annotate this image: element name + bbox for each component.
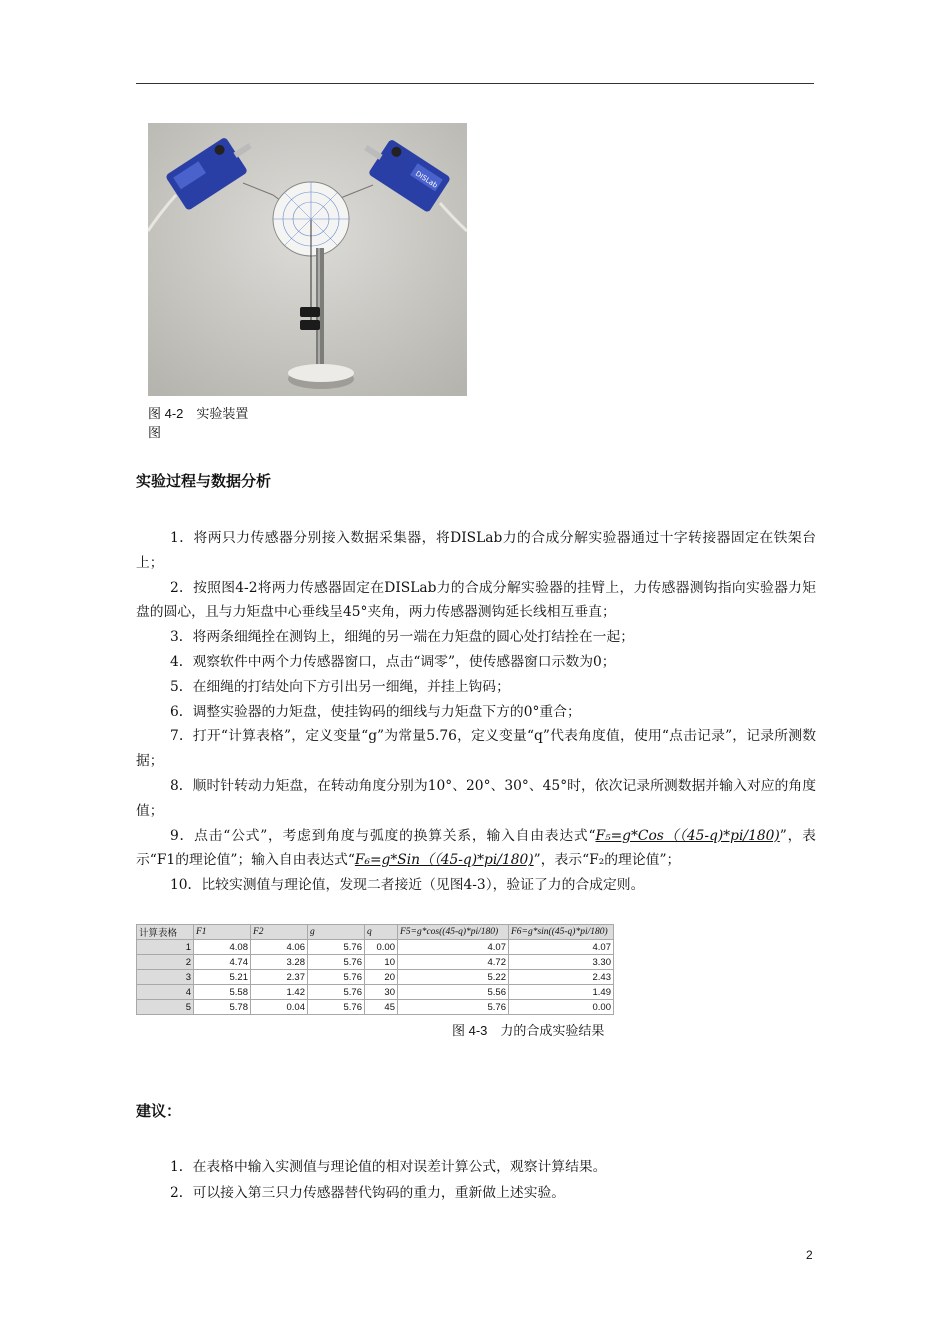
table-header-cell: F1 — [194, 925, 251, 940]
table-header-cell: g — [308, 925, 365, 940]
table-cell: 5.76 — [308, 940, 365, 955]
table-cell: 4 — [137, 985, 194, 1000]
figure-4-2-caption-line2: 图 — [148, 425, 162, 440]
formula-f6: F₆=g*Sin（（45-q)*pi/180) — [354, 852, 534, 869]
table-cell: 5.76 — [308, 985, 365, 1000]
table-row — [137, 940, 614, 955]
step-paragraph: 5．在细绳的打结处向下方引出另一细绳，并挂上钩码； — [170, 678, 510, 695]
table-cell: 4.74 — [194, 955, 251, 970]
table-cell: 4.72 — [398, 955, 509, 970]
table-row — [137, 985, 614, 1000]
step-paragraph: 10．比较实测值与理论值，发现二者接近（见图4-3），验证了力的合成定则。 — [170, 877, 645, 894]
table-cell: 5.21 — [194, 970, 251, 985]
table-cell: 1.49 — [509, 985, 614, 1000]
table-header-cell: q — [365, 925, 398, 940]
section-heading-suggestions: 建议： — [136, 1102, 182, 1120]
experiment-apparatus-photo — [148, 123, 467, 396]
table-cell: 5.22 — [398, 970, 509, 985]
formula-f5: F₅=g*Cos（（45-q)*pi/180) — [595, 827, 780, 844]
results-table — [136, 924, 614, 1015]
suggestion-item: 1．在表格中输入实测值与理论值的相对误差计算公式，观察计算结果。 — [170, 1159, 607, 1175]
table-row — [137, 955, 614, 970]
table-cell: 5.78 — [194, 1000, 251, 1015]
step-paragraph: 3．将两条细绳拴在测钩上，细绳的另一端在力矩盘的圆心处打结拴在一起； — [170, 629, 635, 646]
sensor-brand-text: DISLab — [413, 169, 439, 190]
procedure-steps — [136, 526, 816, 898]
table-cell: 10 — [365, 955, 398, 970]
table-cell: 20 — [365, 970, 398, 985]
table-cell: 5 — [137, 1000, 194, 1015]
table-cell: 5.76 — [308, 1000, 365, 1015]
header-rule — [136, 83, 814, 84]
table-cell: 4.07 — [509, 940, 614, 955]
step-paragraph: 1．将两只力传感器分别接入数据采集器，将DISLab力的合成分解实验器通过十字转接器固定在铁架台上； — [136, 530, 816, 571]
figure-4-2-caption — [148, 404, 278, 442]
table-row — [137, 970, 614, 985]
table-cell: 1 — [137, 940, 194, 955]
table-cell: 3.28 — [251, 955, 308, 970]
table-header-cell: F5=g*cos((45-q)*pi/180) — [398, 925, 509, 940]
step-paragraph: 6．调整实验器的力矩盘，使挂钩码的细线与力矩盘下方的0°重合； — [170, 703, 581, 720]
table-cell: 2 — [137, 955, 194, 970]
table-header-cell: 计算表格 — [137, 925, 194, 940]
table-header-cell: F2 — [251, 925, 308, 940]
table-cell: 5.76 — [308, 970, 365, 985]
table-cell: 0.04 — [251, 1000, 308, 1015]
figure-4-3-caption: 图 4-3 力的合成实验结果 — [452, 1023, 605, 1038]
step-paragraph: 7．打开“计算表格”，定义变量“g”为常量5.76，定义变量“q”代表角度值，使用“点击记录”，记录所测数据； — [136, 728, 816, 770]
step-paragraph: 2．按照图4-2将两力传感器固定在DISLab力的合成分解实验器的挂臂上，力传感器测钩指向实验器力矩盘的圆心，且与力矩盘中心垂线呈45°夹角，两力传感器测钩延长线相互垂直； — [136, 579, 816, 621]
step-9-text-a: 9．点击“公式”，考虑到角度与弧度的换算关系，输入自由表达式“ — [170, 827, 596, 844]
table-cell: 0.00 — [365, 940, 398, 955]
table-header-row — [137, 925, 614, 940]
suggestions-list — [136, 1154, 816, 1206]
table-cell: 45 — [365, 1000, 398, 1015]
step-9-paragraph — [136, 824, 816, 874]
step-9-text-b: ”，表示“F1的理论值”；输入自由表达式“ — [136, 827, 816, 869]
page-number: 2 — [806, 1248, 813, 1262]
table-cell: 5.56 — [398, 985, 509, 1000]
table-row — [137, 1000, 614, 1015]
table-cell: 5.58 — [194, 985, 251, 1000]
table-cell: 30 — [365, 985, 398, 1000]
table-cell: 4.06 — [251, 940, 308, 955]
table-cell: 0.00 — [509, 1000, 614, 1015]
table-cell: 1.42 — [251, 985, 308, 1000]
step-paragraph: 8．顺时针转动力矩盘，在转动角度分别为10°、20°、30°、45°时，依次记录所测数据并输入对应的角度值； — [136, 777, 816, 819]
figure-4-2-caption-line1: 图 4-2 实验装置 — [148, 406, 249, 421]
step-9-text-c: ”，表示“F₂的理论值”； — [533, 852, 681, 869]
table-cell: 3 — [137, 970, 194, 985]
table-cell: 5.76 — [308, 955, 365, 970]
table-header-cell: F6=g*sin((45-q)*pi/180) — [509, 925, 614, 940]
table-cell: 2.37 — [251, 970, 308, 985]
table-cell: 5.76 — [398, 1000, 509, 1015]
suggestion-item: 2．可以接入第三只力传感器替代钩码的重力，重新做上述实验。 — [170, 1185, 566, 1201]
step-paragraph: 4．观察软件中两个力传感器窗口，点击“调零”，使传感器窗口示数为0； — [170, 653, 616, 670]
section-heading-procedure: 实验过程与数据分析 — [136, 472, 272, 490]
table-cell: 4.07 — [398, 940, 509, 955]
table-cell: 3.30 — [509, 955, 614, 970]
table-cell: 4.08 — [194, 940, 251, 955]
table-cell: 2.43 — [509, 970, 614, 985]
